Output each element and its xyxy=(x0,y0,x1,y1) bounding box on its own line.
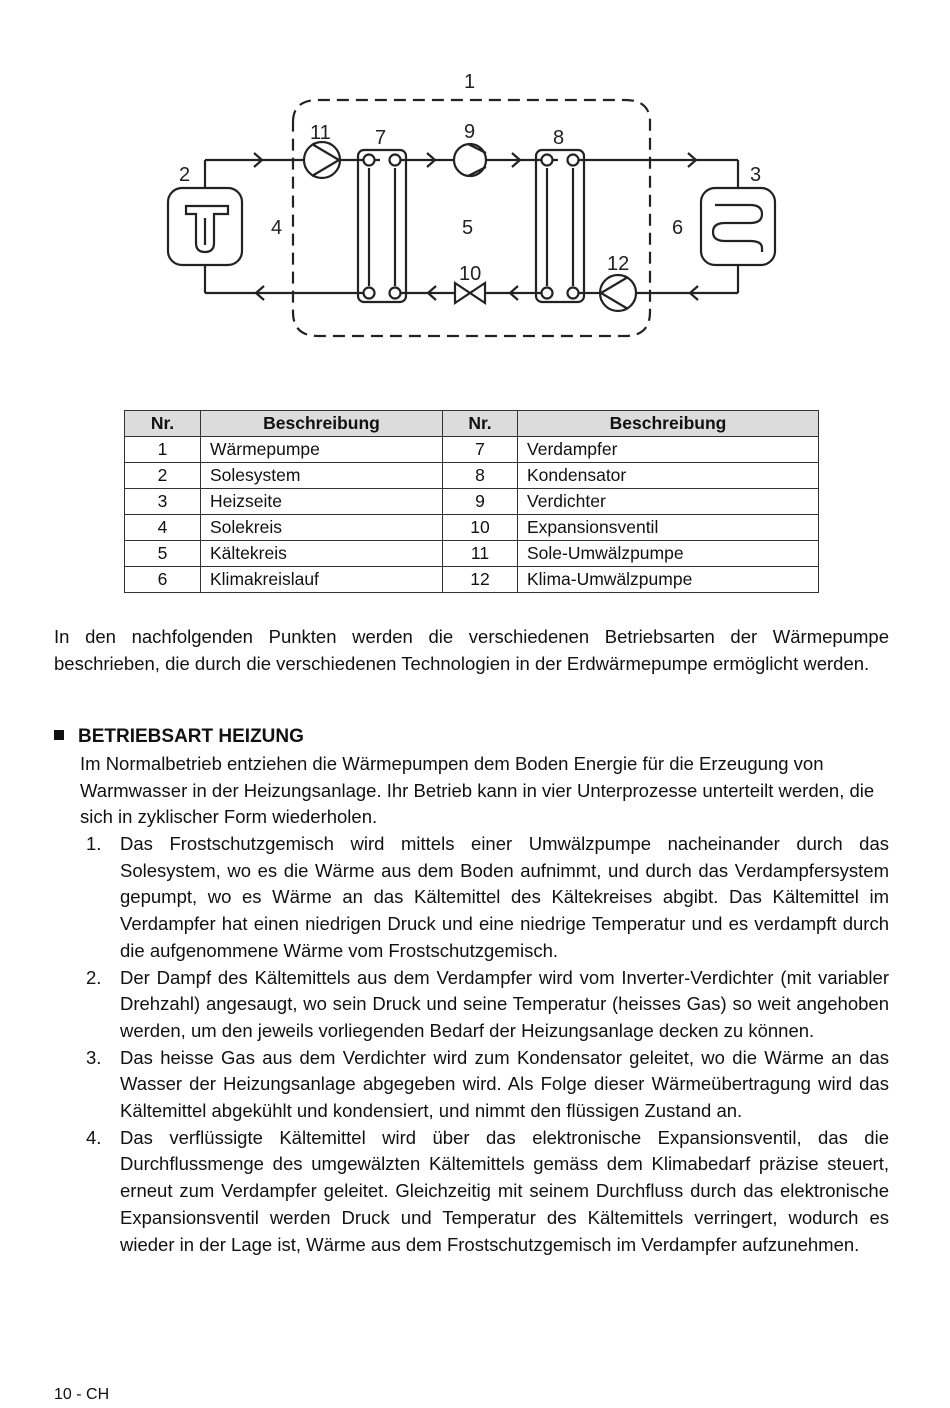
label-1: 1 xyxy=(464,71,476,93)
table-header-row xyxy=(125,411,819,437)
table-header: Nr. xyxy=(443,411,518,437)
list-item-text: Das Frostschutzgemisch wird mittels einer Umwälzpumpe nacheinander durch das Solesystem, wo es die Wärme aus dem Boden aufnimmt, und durch das Verdampfersystem gepumpt, wo es Wärme an das Kältemittel des Kältekreises abgibt. Das Kältemittel im Verdampfer hat einen niedrigen Druck und eine niedrige Temperatur und es verdampft durch die aufgenommene Wärme vom Frostschutzgemisch. xyxy=(120,833,889,961)
list-item xyxy=(80,1045,889,1125)
heat-pump-diagram xyxy=(0,0,950,360)
heating-side-icon xyxy=(701,188,775,265)
table-row xyxy=(125,437,819,463)
list-item xyxy=(80,1125,889,1259)
label-4: 4 xyxy=(271,217,283,239)
section-heading-text: BETRIEBSART HEIZUNG xyxy=(78,726,304,747)
table-row xyxy=(125,541,819,567)
label-11: 11 xyxy=(310,122,331,144)
steps-list xyxy=(80,831,889,1258)
label-10: 10 xyxy=(459,263,482,285)
list-item-number: 3. xyxy=(86,1046,102,1068)
table-cell: Solesystem xyxy=(201,463,443,489)
table-cell: Heizseite xyxy=(201,489,443,515)
brine-system-icon xyxy=(168,188,242,265)
list-item-number: 4. xyxy=(86,1126,102,1148)
label-12: 12 xyxy=(607,253,630,275)
brine-pump-icon xyxy=(304,142,340,178)
list-item-text: Das heisse Gas aus dem Verdichter wird zum Kondensator geleitet, wo die Wärme an das Wasser der Heizungsanlage abgegeben wird. Als Folge dieser Wärmeübertragung wird das Kältemittel abgekühlt und kondensiert, und nimmt den flüssigen Zustand an. xyxy=(120,1046,889,1122)
table-cell: 3 xyxy=(125,489,201,515)
compressor-icon xyxy=(454,144,486,176)
section-heading xyxy=(54,724,304,750)
legend-table xyxy=(124,410,819,593)
label-5: 5 xyxy=(462,217,474,239)
table-cell: 2 xyxy=(125,463,201,489)
square-bullet-icon xyxy=(54,730,64,740)
table-cell: 10 xyxy=(443,515,518,541)
label-3: 3 xyxy=(750,164,762,186)
table-header: Beschreibung xyxy=(518,411,819,437)
label-2: 2 xyxy=(179,164,191,186)
table-cell: 9 xyxy=(443,489,518,515)
table-cell: 11 xyxy=(443,541,518,567)
table-header: Nr. xyxy=(125,411,201,437)
list-item-text: Der Dampf des Kältemittels aus dem Verdampfer wird vom Inverter-Verdichter (mit variabler Drehzahl) angesaugt, wo sein Druck und seine Temperatur (heisses Gas) so weit angehoben werden, um den jeweils vorliegenden Bedarf der Heizungsanlage decken zu können. xyxy=(120,966,889,1041)
table-cell: 12 xyxy=(443,567,518,593)
list-item-number: 1. xyxy=(86,833,102,854)
list-item-text: Das verflüssigte Kältemittel wird über das elektronische Expansionsventil, das die Durchflussmenge des umgewälzten Kältemittels gemäss dem Klimabedarf präzise steuert, erneut zum Verdampfer geleitet. Gleichzeitig mit seinem Durchfluss durch das elektronische Expansionsventil werden Druck und Temperatur des Kältemittels verringert, wodurch es wieder in der Lage ist, Wärme aus dem Frostschutzgemisch im Verdampfer aufzunehmen. xyxy=(120,1126,889,1255)
table-cell: Sole-Umwälzpumpe xyxy=(518,541,819,567)
table-cell: Klima-Umwälzpumpe xyxy=(518,567,819,593)
label-8: 8 xyxy=(553,127,565,149)
table-cell: 6 xyxy=(125,567,201,593)
table-row xyxy=(125,489,819,515)
table-cell: 7 xyxy=(443,437,518,463)
table-cell: Kondensator xyxy=(518,463,819,489)
list-item-number: 2. xyxy=(86,966,102,988)
climate-pump-icon xyxy=(600,275,636,311)
table-cell: 4 xyxy=(125,515,201,541)
label-9: 9 xyxy=(464,121,476,143)
table-row xyxy=(125,463,819,489)
condenser-icon xyxy=(536,150,584,302)
table-row xyxy=(125,567,819,593)
expansion-valve-icon xyxy=(455,283,485,303)
section-body: Im Normalbetrieb entziehen die Wärmepumpen dem Boden Energie für die Erzeugung von Warmwasser in der Heizungsanlage. Ihr Betrieb kann in vier Unterprozesse unterteilt werden, die sich in zyklischer Form wiederholen. xyxy=(80,753,875,828)
evaporator-icon xyxy=(358,150,406,302)
table-cell: Wärmepumpe xyxy=(201,437,443,463)
table-cell: 1 xyxy=(125,437,201,463)
table-cell: Expansionsventil xyxy=(518,515,819,541)
intro-paragraph: In den nachfolgenden Punkten werden die verschiedenen Betriebsarten der Wärmepumpe beschrieben, die durch die verschiedenen Technologien in der Erdwärmepumpe ermöglicht werden. xyxy=(54,626,889,674)
page-footer: 10 - CH xyxy=(54,1386,110,1403)
table-cell: 5 xyxy=(125,541,201,567)
table-cell: Verdichter xyxy=(518,489,819,515)
label-7: 7 xyxy=(375,127,387,149)
list-item xyxy=(80,831,889,965)
table-header: Beschreibung xyxy=(201,411,443,437)
table-cell: Solekreis xyxy=(201,515,443,541)
table-cell: Kältekreis xyxy=(201,541,443,567)
list-item xyxy=(80,965,889,1045)
table-row xyxy=(125,515,819,541)
table-cell: Verdampfer xyxy=(518,437,819,463)
label-6: 6 xyxy=(672,217,684,239)
table-cell: Klimakreislauf xyxy=(201,567,443,593)
table-cell: 8 xyxy=(443,463,518,489)
